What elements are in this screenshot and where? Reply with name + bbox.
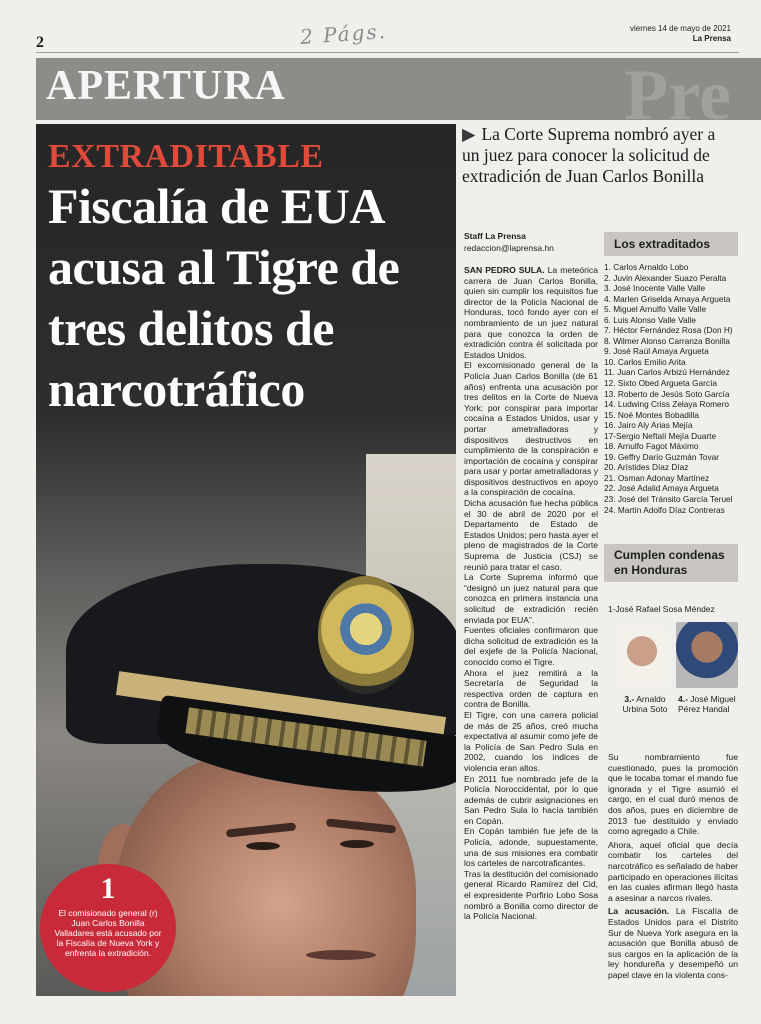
paragraph-text: En 2011 fue nombrado jefe de la Policía Noroccidental, por lo que además de cubrir asignaciones en San Pedro Sula lo hacía también en Copán. [464,773,598,826]
extradited-box-title: Los extraditados [604,232,738,256]
extradited-name: 3. José Inocente Valle Valle [604,283,706,294]
article-paragraph [608,906,738,980]
extradited-name: 12. Sixto Obed Argueta García [604,378,717,389]
photo-arnaldo-urbina [618,628,666,686]
extradited-list [604,262,738,515]
paragraph-text: Ahora, aquel oficial que decía combatir los carteles del narcotráfico es señalado de haber participado en operaciones ilícitas en las cuales afirman llegó hasta a asesinar a narcos rivales. [608,839,738,903]
section-bar-ghost-graphic: Pre [624,55,731,135]
condena-item-1: 1-José Rafael Sosa Méndez [608,604,715,614]
paragraph-text: La Corte Suprema informó que “designó un juez natural para que conozca en primera instancia una solicitud de extradición recién enviada por EUA”. [464,572,598,625]
paragraph-text: Dicha acusación fue hecha pública el 30 de abril de 2020 por el Departamento de Estado de Estados Unidos; pero hasta ayer el pleno de magistrados de la Corte Suprema de Justicia (CSJ) se reunió para tratar el caso. [464,498,598,572]
article-paragraph [464,498,598,572]
callout-text: El comisionado general (r) Juan Carlos Bonilla Valladares está acusado por la Fiscalía de Nueva York y enfrenta la extradición. [54,908,162,958]
article-paragraph [464,265,598,360]
lead-photo [36,124,456,996]
callout-circle [40,864,176,992]
extradited-name: 6. Luis Alonso Valle Valle [604,314,696,325]
condenas-box-title: Cumplen condenas en Honduras [604,544,738,582]
article-paragraph [464,360,598,498]
paragraph-text: El Tigre, con una carrera policial de más de 25 años, creó mucha expectativa al asumir como jefe de la Policía de San Pedro Sula en 2002, cuando los índices de violencia eran altos. [464,709,598,773]
police-badge-icon [318,576,414,694]
extradited-name: 4. Marlen Griselda Amaya Argueta [604,293,731,304]
top-rule [36,52,739,53]
publication-name: La Prensa [692,34,731,43]
extradited-name: 5. Miguel Arnulfo Valle Valle [604,304,707,315]
extradited-name: 24. Martín Adolfo Díaz Contreras [604,504,725,515]
handwritten-note: 2 Págs. [299,18,388,50]
extradited-name: 1. Carlos Arnaldo Lobo [604,262,689,272]
extradited-name: 10. Carlos Emilio Arita [604,356,686,367]
page-number: 2 [36,34,44,51]
article-paragraph [464,869,598,922]
article-continuation-column [608,752,738,992]
article-paragraph [464,572,598,625]
photo-eye-right [340,840,374,848]
extradited-name: 16. Jairo Aly Arias Mejía [604,420,693,431]
extradited-name: 14. Ludwing Criss Zelaya Romero [604,399,729,410]
paragraph-text: Tras la destitución del comisionado general Ricardo Ramírez del Cid, el expresidente Porfirio Lobo Sosa nombró a Bonilla como director de la Policía Nacional. [464,868,598,922]
article-paragraph [464,710,598,774]
callout-number: 1 [100,872,116,905]
extradited-name: 2. Juvin Alexander Suazo Peralta [604,272,727,283]
dateline [630,24,731,44]
section-label: APERTURA [46,63,286,109]
article-paragraph [608,752,738,837]
condena-item-4-name: José Miguel Pérez Handal [678,694,736,714]
headline-title: Fiscalía de EUA acusa al Tigre de tres delitos de narcotráfico [48,178,400,417]
paragraph-text: En Copán también fue jefe de la Policía, adonde, supuestamente, una de sus misiones era combatir los carteles de narcotraficantes. [464,826,598,869]
extradited-name: 20. Arístides Díaz Díaz [604,462,689,473]
photo-jose-miguel-perez [676,622,738,688]
byline-email[interactable]: redaccion@laprensa.hn [464,243,554,253]
extradited-name: 23. José del Tránsito García Teruel [604,494,733,505]
extradited-name: 7. Héctor Fernández Rosa (Don H) [604,325,733,336]
extradited-name: 18. Arnulfo Fagot Máximo [604,441,699,452]
paragraph-text: La Fiscalía de Estados Unidos para el Distrito Sur de Nueva York asegura en la acusación que Bonilla abusó de sus cargos en la aplicación de la ley hondureña y desempeñó un papel clave en la violenta cons- [608,906,738,980]
extradited-name: 13. Roberto de Jesús Soto García [604,388,730,399]
condena-item-3 [618,694,672,714]
extradited-name: 22. José Adalid Amaya Argueta [604,483,719,494]
deck [462,124,737,187]
photo-mouth [306,950,376,960]
deck-triangle-icon: ▶ [462,124,476,144]
extradited-name: 15. Noé Montes Bobadilla [604,409,700,420]
paragraph-text: Ahora el juez remitirá a la Secretaría de Seguridad la respectiva orden de captura en contra de Bonilla. [464,667,598,710]
photo-eye-left [246,842,280,850]
paragraph-lead: SAN PEDRO SULA. [464,265,545,275]
extradited-name: 8. Wilmer Alonso Carranza Bonilla [604,335,730,346]
section-bar [36,55,761,135]
condena-item-3-number: 3.- [624,694,635,704]
paragraph-text: Fuentes oficiales confirmaron que dicha solicitud de extradición es la del exjefe de la Policía Nacional, conocido como el Tigre. [464,625,598,667]
paragraph-text: El excomisionado general de la Policía Juan Carlos Bonilla (de 61 años) enfrenta una acusación por tres delitos en la Corte de Nueva York: por conspirar para importar cocaína a Estados Unidos, usar y portar ametralladoras y dispositivos destructivos en cumplimiento de la conspiración e importación de cocaína y conspirar para usar y portar ametralladoras y dispositivos destructivos en apoyo a la conspiración de cocaína. [464,360,598,498]
extradited-name: 9. José Raúl Amaya Argueta [604,346,709,357]
article-paragraph [464,774,598,827]
deck-text: La Corte Suprema nombró ayer a un juez para conocer la solicitud de extradición de Juan Carlos Bonilla [462,124,716,186]
extradited-name: 19. Geffry Darío Guzmán Tovar [604,451,719,462]
extradited-name: 11. Juan Carlos Arbizú Hernández [604,367,730,378]
condena-item-4 [678,694,740,714]
condena-item-3-name: Arnaldo Urbina Soto [622,694,668,714]
article-paragraph [464,668,598,710]
article-column [464,265,598,995]
paragraph-lead: La acusación. [608,906,670,917]
extradited-name: 21. Osman Adonay Martínez [604,472,710,483]
byline-staff: Staff La Prensa [464,231,526,241]
headline-kicker: EXTRADITABLE [48,138,324,175]
article-paragraph [464,625,598,667]
article-paragraph [464,826,598,868]
byline [464,230,594,254]
publication-date: viernes 14 de mayo de 2021 [630,24,731,33]
condena-item-4-number: 4.- [678,694,688,704]
paragraph-text: Su nombramiento fue cuestionado, pues la promoción que le tocaba tomar el mando fue ignorada y el Tigre asumió el cargo, en el cual duró menos de dos años, pues en diciembre de 2013 fue destituido y enviado como agregado a Chile. [608,752,738,837]
extradited-name: 17-Sergio Neftalí Mejía Duarte [604,430,717,441]
article-paragraph [608,840,738,904]
paragraph-text: La meteórica carrera de Juan Carlos Bonilla, quien sin cumplir los requisitos fue director de la Policía Nacional de Honduras, tocó fondo ayer con el nombramiento de un juez natural para que conozca la orden de extradición contra él solicitada por Estados Unidos. [464,265,598,360]
